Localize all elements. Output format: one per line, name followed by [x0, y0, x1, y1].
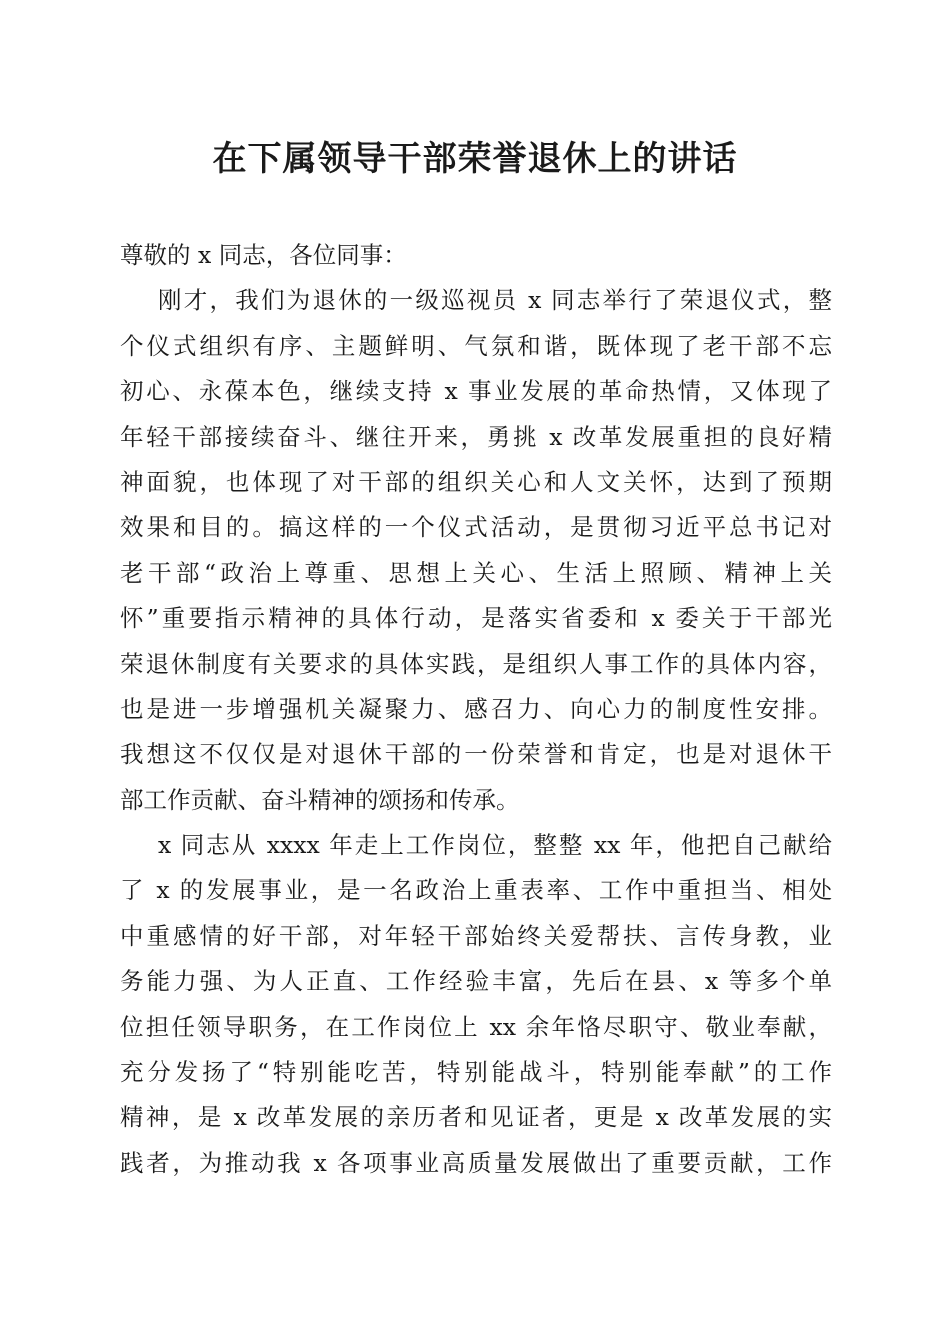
text-line: 神面貌，也体现了对干部的组织关心和人文关怀，达到了预期 — [120, 467, 832, 496]
paragraph-2 — [120, 823, 832, 1186]
text-line: x 同志从 xxxx 年走上工作岗位，整整 xx 年，他把自己献给 — [158, 831, 832, 860]
text-line: 个仪式组织有序、主题鲜明、气氛和谐，既体现了老干部不忘 — [120, 331, 832, 360]
document-title: 在下属领导干部荣誉退休上的讲话 — [212, 139, 738, 179]
text-line: 了 x 的发展事业，是一名政治上重表率、工作中重担当、相处 — [120, 876, 832, 905]
text-line: 刚才，我们为退休的一级巡视员 x 同志举行了荣退仪式，整 — [158, 286, 832, 315]
text-line: 精神，是 x 改革发展的亲历者和见证者，更是 x 改革发展的实 — [120, 1103, 832, 1132]
salutation: 尊敬的 x 同志，各位同事： — [120, 241, 407, 269]
text-line: 效果和目的。搞这样的一个仪式活动，是贯彻习近平总书记对 — [120, 513, 832, 542]
text-line: 荣退休制度有关要求的具体实践，是组织人事工作的具体内容， — [120, 649, 832, 678]
text-line: 初心、永葆本色，继续支持 x 事业发展的革命热情，又体现了 — [120, 377, 832, 406]
text-line: 我想这不仅仅是对退休干部的一份荣誉和肯定，也是对退休干 — [120, 740, 832, 769]
text-line: 务能力强、为人正直、工作经验丰富，先后在县、x 等多个单 — [120, 967, 832, 996]
text-line: 践者，为推动我 x 各项事业高质量发展做出了重要贡献，工作 — [120, 1148, 832, 1177]
text-line: 充分发扬了“特别能吃苦，特别能战斗，特别能奉献”的工作 — [120, 1058, 832, 1087]
text-line: 中重感情的好干部，对年轻干部始终关爱帮扶、言传身教，业 — [120, 921, 832, 950]
text-line: 也是进一步增强机关凝聚力、感召力、向心力的制度性安排。 — [120, 694, 832, 723]
text-line: 年轻干部接续奋斗、继往开来，勇挑 x 改革发展重担的良好精 — [120, 422, 832, 451]
text-line: 位担任领导职务，在工作岗位上 xx 余年恪尽职守、敬业奉献， — [120, 1012, 832, 1041]
text-line: 怀”重要指示精神的具体行动，是落实省委和 x 委关于干部光 — [120, 604, 832, 633]
document-body — [120, 233, 832, 1186]
text-line: 老干部“政治上尊重、思想上关心、生活上照顾、精神上关 — [120, 558, 832, 587]
paragraph-1 — [120, 278, 832, 823]
text-line: 部工作贡献、奋斗精神的颂扬和传承。 — [120, 785, 520, 814]
